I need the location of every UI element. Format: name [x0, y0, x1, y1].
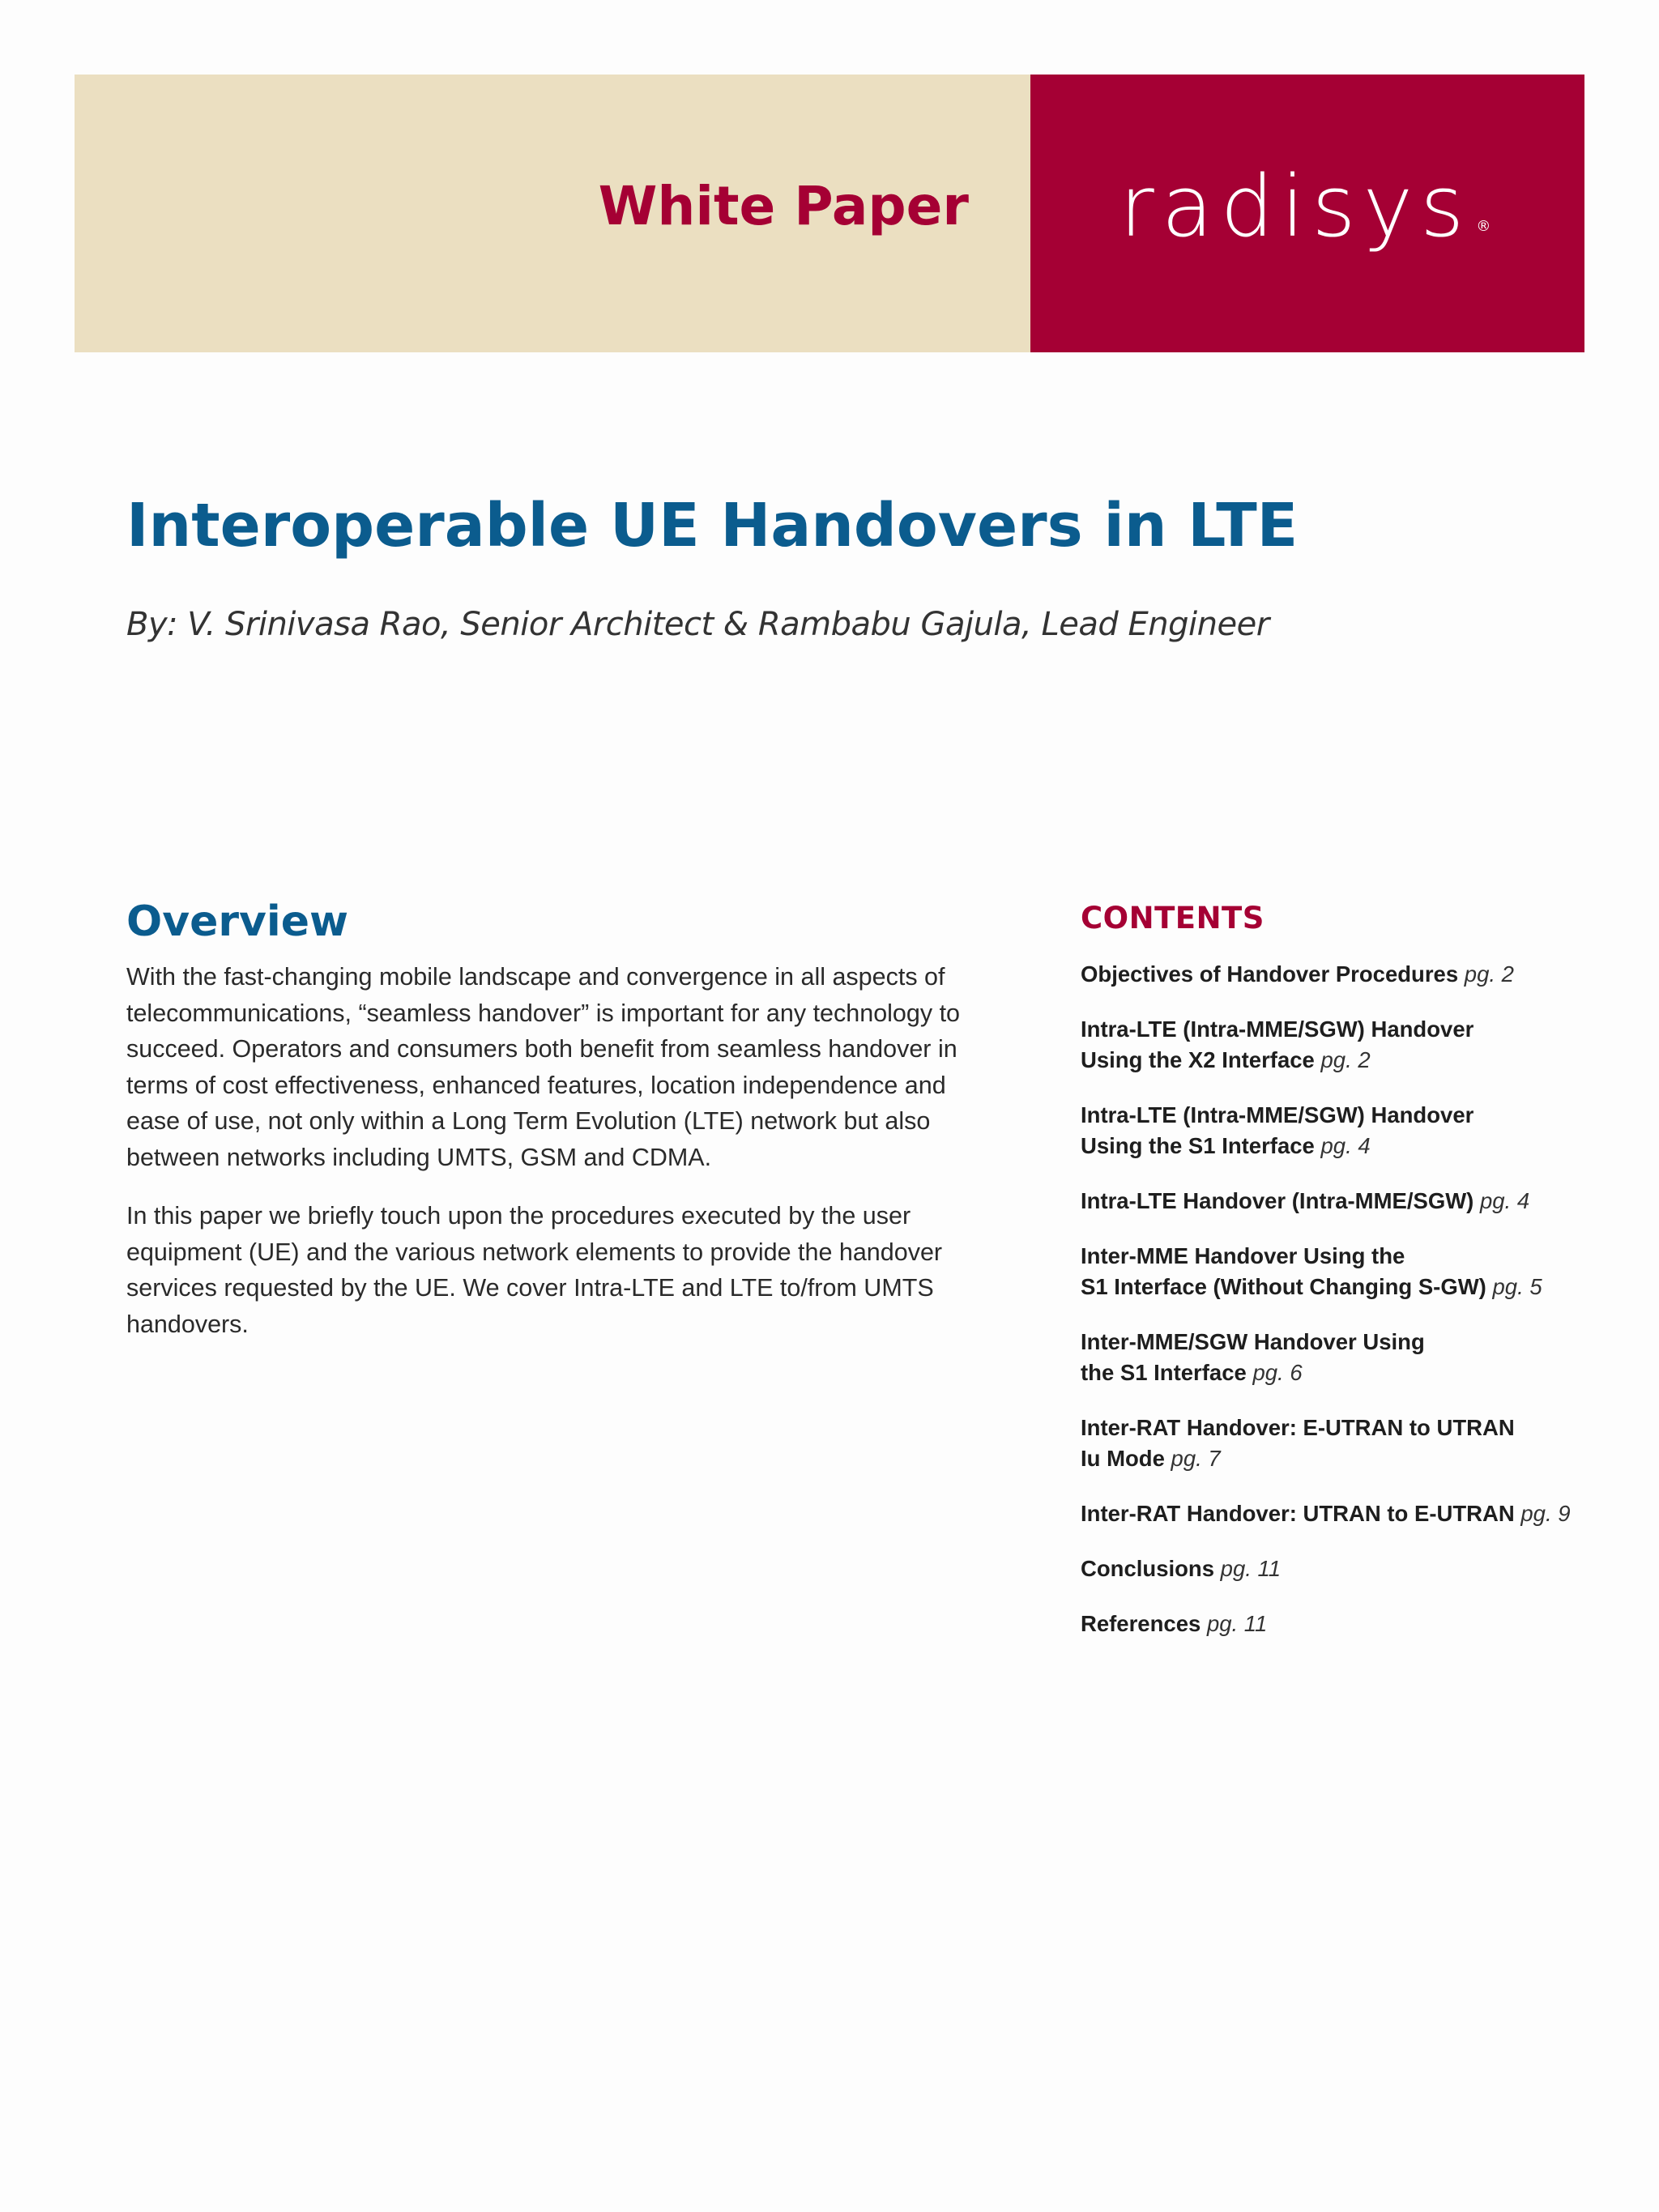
document-title: Interoperable UE Handovers in LTE [126, 491, 1299, 560]
toc-entry[interactable] [1081, 1327, 1583, 1388]
toc-entry-title [1081, 1611, 1201, 1636]
toc-entry[interactable] [1081, 959, 1583, 990]
toc-entry-line: S1 Interface (Without Changing S-GW) [1081, 1274, 1486, 1299]
toc-entry[interactable] [1081, 1609, 1583, 1639]
toc-entry-page: pg. 2 [1320, 1047, 1371, 1072]
toc-entry-title [1081, 1556, 1214, 1581]
overview-paragraph: In this paper we briefly touch upon the procedures executed by the user equipment (UE) and the various network elements to provide the handover services requested by the UE. We cover Intra-LTE and LTE to/from UMTS handovers. [126, 1202, 943, 1338]
toc-entry-line: Inter-RAT Handover: E-UTRAN to UTRAN [1081, 1415, 1515, 1440]
document-byline: By: V. Srinivasa Rao, Senior Architect & Rambabu Gajula, Lead Engineer [126, 606, 1269, 643]
toc-entry-line: Intra-LTE Handover (Intra-MME/SGW) [1081, 1188, 1474, 1213]
header-band-left [75, 75, 1030, 352]
toc-entry-line: Inter-MME Handover Using the [1081, 1243, 1405, 1268]
toc-entry-line: Inter-RAT Handover: UTRAN to E-UTRAN [1081, 1501, 1515, 1526]
toc-list [1081, 959, 1583, 1639]
overview-body [126, 959, 969, 1365]
toc-entry-line: Intra-LTE (Intra-MME/SGW) Handover [1081, 1102, 1474, 1127]
header-band [75, 75, 1584, 352]
toc-entry-title [1081, 1327, 1583, 1385]
toc-entry-line: the S1 Interface [1081, 1360, 1247, 1385]
toc-entry-line: Inter-MME/SGW Handover Using [1081, 1329, 1425, 1354]
toc-entry-line: Objectives of Handover Procedures [1081, 961, 1459, 987]
header-band-right [1030, 75, 1584, 352]
toc-entry[interactable] [1081, 1241, 1583, 1302]
toc-entry[interactable] [1081, 1413, 1583, 1474]
brand-wordmark: radisys [1120, 157, 1472, 256]
toc-entry-line: Intra-LTE (Intra-MME/SGW) Handover [1081, 1016, 1474, 1042]
overview-heading: Overview [126, 897, 349, 946]
toc-entry[interactable] [1081, 1100, 1583, 1161]
toc-entry-page: pg. 11 [1206, 1611, 1268, 1636]
toc-entry-title [1081, 961, 1458, 987]
toc-entry-line: Using the S1 Interface [1081, 1133, 1315, 1158]
overview-paragraph: With the fast-changing mobile landscape and convergence in all aspects of telecommunications, “seamless handover” is important for any technology to succeed. Operators and consumers both benefit from seamless handover in terms of cost effectiveness, enhanced features, location independence and ease of use, not only within a Long Term Evolution (LTE) network but also between networks including UMTS, GSM and CDMA. [126, 963, 961, 1171]
brand-logo [1120, 157, 1491, 256]
toc-entry[interactable] [1081, 1186, 1583, 1217]
toc-entry-page: pg. 11 [1220, 1556, 1282, 1581]
toc-entry-page: pg. 9 [1520, 1501, 1571, 1526]
toc-entry-page: pg. 6 [1252, 1360, 1303, 1385]
contents-heading: CONTENTS [1081, 901, 1265, 936]
toc-entry-line: References [1081, 1611, 1201, 1636]
toc-entry[interactable] [1081, 1014, 1583, 1076]
toc-entry-page: pg. 7 [1171, 1446, 1221, 1471]
toc-entry-line: Conclusions [1081, 1556, 1215, 1581]
table-of-contents [1081, 901, 1583, 1664]
toc-entry-page: pg. 4 [1479, 1188, 1530, 1213]
toc-entry[interactable] [1081, 1498, 1583, 1529]
toc-entry-line: Iu Mode [1081, 1446, 1165, 1471]
toc-entry-title [1081, 1501, 1515, 1526]
toc-entry-title [1081, 1413, 1583, 1471]
toc-entry-title [1081, 1188, 1473, 1213]
toc-entry-line: Using the X2 Interface [1081, 1047, 1315, 1072]
registered-mark: ® [1476, 218, 1491, 235]
toc-entry-page: pg. 5 [1492, 1274, 1542, 1299]
white-paper-label: White Paper [598, 175, 969, 237]
toc-entry-page: pg. 4 [1320, 1133, 1371, 1158]
toc-entry[interactable] [1081, 1554, 1583, 1584]
toc-entry-page: pg. 2 [1464, 961, 1514, 987]
